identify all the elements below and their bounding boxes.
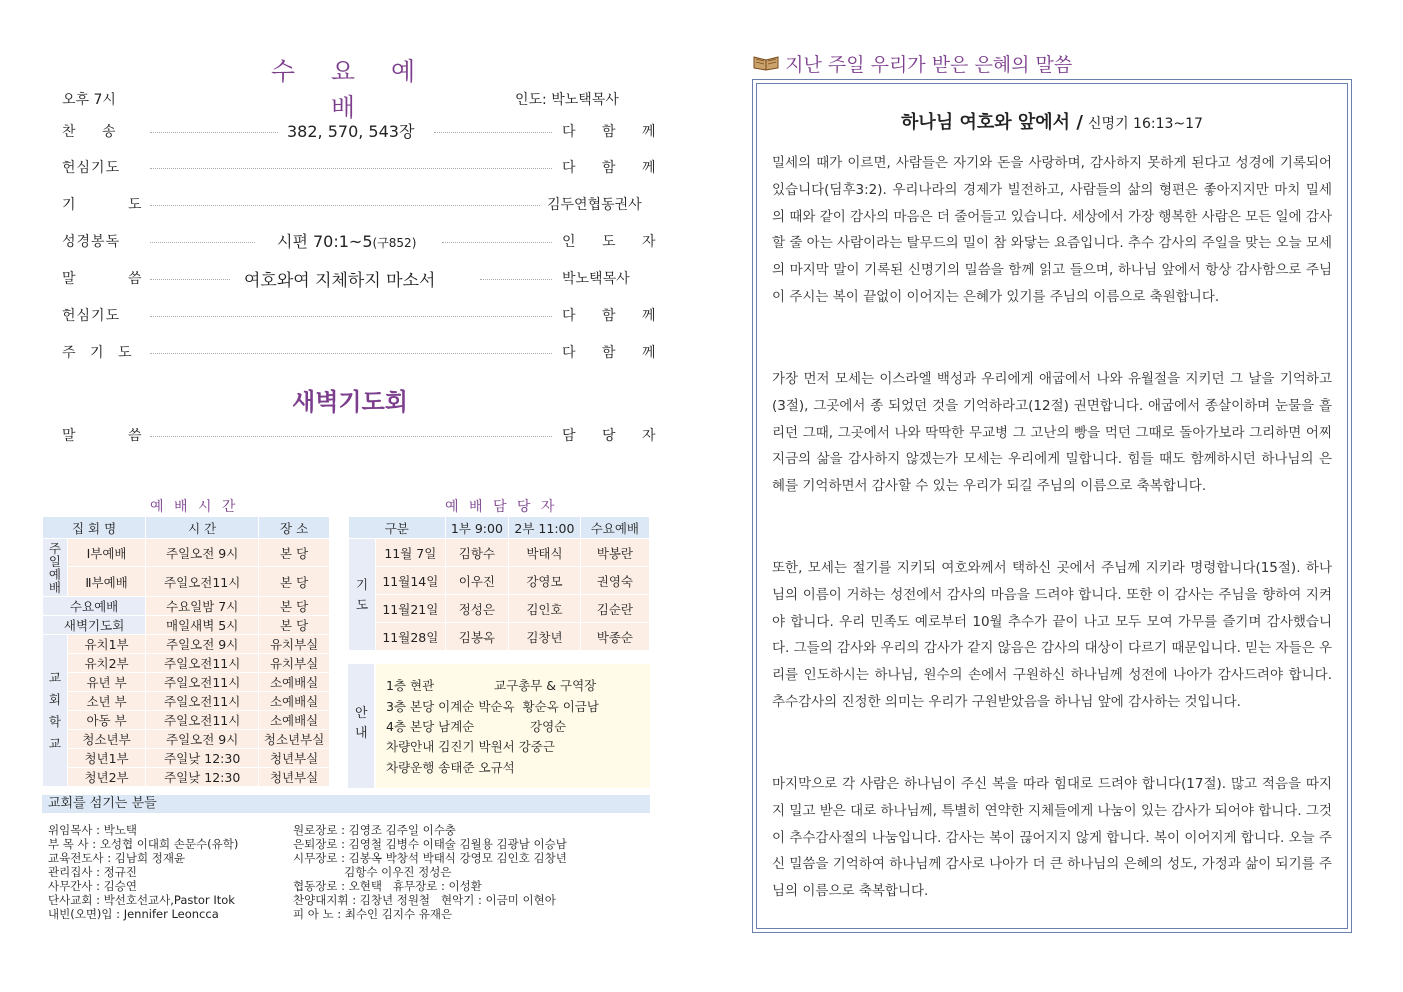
duty-header: 2부 11:00	[509, 517, 581, 539]
service-time: 주일오전11시	[146, 654, 259, 673]
service-place: 유치부실	[259, 635, 330, 654]
guide-value: 교구총무 & 구역장	[494, 678, 597, 693]
service-name: 수요예배	[43, 597, 146, 616]
order-person: 김두연협동권사	[547, 197, 642, 213]
schedule-header: 집 회 명	[43, 517, 146, 539]
duty-date: 11월28일	[376, 623, 446, 651]
sermon-scripture: 신명기 16:13~17	[1088, 116, 1203, 132]
duty-table	[348, 516, 650, 651]
sermon-title: 여호와여 지체하지 마소서	[244, 271, 436, 291]
dotted-leader	[150, 353, 552, 354]
service-name: 새벽기도회	[43, 616, 146, 635]
dotted-leader	[150, 168, 552, 169]
wednesday-service-title: 수 요 예 배	[270, 57, 430, 122]
scripture-reference: 시편 70:1~5	[277, 232, 373, 251]
sermon-paragraph: 마지막으로 각 사람은 하나님이 주신 복을 따라 힘대로 드려야 합니다(17절). 많고 적음을 따지지 밀고 받은 대로 하나님께, 특별히 연약한 지체들에게 나눔이 있는 감사가 되어야 합니다. 그것이 추수감사절의 나눔입니다. 감사는 복이 끊어지지 않게 합니다. 복이 이어지게 합니다. 오늘 주신 밀씀을 기억하여 하나님께 감사로 나아가 더 큰 하나님의 은혜의 성도, 가정과 삶이 되기를 주님의 이름으로 축복합니다.	[772, 776, 1332, 900]
duty-header: 1부 9:00	[445, 517, 509, 539]
order-label: 말 씀	[62, 428, 166, 444]
sermon-paragraph: 가장 먼저 모세는 이스라엘 백성과 우리에게 애굽에서 나와 유월절을 지키던 그 날을 기억하고(3절), 그곳에서 종 되었던 것을 기억하라고(12절) 권면합니다. 애굽에서 종살이하며 눈물을 흘리던 그때, 그곳에서 나와 딱딱한 무교병 그 고난의 빵을 먹던 그때로 돌아가보라 그리하면 어찌 지금의 삶을 감사하지 않겠는가 모세는 우리에게 밀합니다. 힘들 때도 함께하시던 하나님의 은혜를 기억하면서 감사할 수 있는 우리가 되길 주님의 이름으로 축복합니다.	[772, 371, 1332, 495]
service-time: 수요일밤 7시	[146, 597, 259, 616]
service-name: 아동 부	[67, 711, 145, 730]
open-book-icon	[752, 53, 780, 75]
service-place: 소예배실	[259, 711, 330, 730]
guide-value: 남계순 강영순	[438, 719, 567, 734]
service-name: 청년2부	[67, 768, 145, 787]
order-row	[62, 268, 652, 290]
service-name: Ⅱ부예배	[67, 567, 145, 597]
order-row	[62, 157, 667, 179]
service-place: 소예배실	[259, 673, 330, 692]
duty-date: 11월14일	[376, 567, 446, 595]
sermon-paragraph: 또한, 모세는 절기를 지키되 여호와께서 택하신 곳에서 주님께 지키라 명령합니다(15절). 하나님의 이름이 거하는 성전에서 감사의 마음을 드려야 합니다. 또한 이 감사는 주님을 향하여 지켜야 합니다. 우리 민족도 예로부터 10월 추수가 끝이 나고 모두 모여 가무를 즐기며 감사했습니다. 그들의 감사와 우리의 감사가 같지 않음은 감사의 대상이 다르기 때문입니다. 믿는 자들은 우리를 인도하시는 하나님, 원수의 손에서 구원하신 하나님께 성전에 나아가 감사드려야 합니다. 추수감사의 진정한 의미는 우리가 구원받았음을 하나님 앞에 감사하는 것입니다.	[772, 560, 1332, 710]
prayer-label: 기도	[349, 539, 376, 651]
duty-person: 김인호	[509, 595, 581, 623]
order-row	[62, 342, 667, 364]
service-time: 주일오전11시	[146, 567, 259, 597]
service-time: 주일오전 9시	[146, 730, 259, 749]
duty-person: 박태식	[509, 539, 581, 567]
service-name: 유년 부	[67, 673, 145, 692]
dawn-order-row	[62, 425, 667, 447]
service-name: 청소년부	[67, 730, 145, 749]
school-group-label: 교회학교	[43, 635, 68, 787]
sermon-paragraph: 밀세의 때가 이르면, 사람들은 자기와 돈을 사랑하며, 감사하지 못하게 된다고 성경에 기록되어 있습니다(딤후3:2). 우리나라의 경제가 빌전하고, 사람들의 삶의 형편은 좋아지지만 마치 밀세의 때와 같이 감사의 마음은 더 줄어들고 있습니다. 세상에서 가장 행복한 사람은 모든 일에 감사할 줄 아는 사람이라는 탈무드의 밀이 참 와닿는 요즘입니다. 추수 감사의 주일을 맞는 오늘 모세의 마지막 말이 기록된 신명기의 밀씀을 함께 읽고 들으며, 하나님 앞에서 항상 감사함으로 주님이 주시는 복이 끝없이 이어지는 은혜가 있기를 주님의 이름으로 축원합니다.	[772, 155, 1332, 305]
staff-list-left	[48, 823, 286, 921]
staff-line: 찬양대지휘 : 김창년 정원철 현악기 : 이금미 이현아	[293, 893, 556, 907]
duty-person: 김항수	[445, 539, 509, 567]
sunday-group-label: 주일예배	[43, 539, 68, 597]
guide-key: 4층 본당	[386, 719, 435, 734]
dotted-leader	[434, 132, 552, 133]
staff-line: 교육전도사 : 김남희 정재윤	[48, 851, 186, 865]
duty-person: 정성은	[445, 595, 509, 623]
staff-section-title: 교회를 섬기는 분들	[42, 795, 650, 813]
duty-person: 김봉옥	[445, 623, 509, 651]
order-label: 성경봉독	[62, 234, 121, 250]
schedule-table	[42, 516, 330, 787]
service-place: 소예배실	[259, 692, 330, 711]
service-name: 소년 부	[67, 692, 145, 711]
order-label: 헌심기도	[62, 160, 121, 176]
order-label: 헌심기도	[62, 308, 121, 324]
service-name: 유치2부	[67, 654, 145, 673]
order-label: 기 도	[62, 197, 166, 213]
staff-list-right	[293, 823, 653, 921]
service-name: 청년1부	[67, 749, 145, 768]
sermon-heading	[752, 108, 1352, 134]
order-row	[62, 194, 652, 216]
service-place: 본 당	[259, 616, 330, 635]
order-person: 담 당 자	[562, 428, 667, 444]
service-place: 유치부실	[259, 654, 330, 673]
dotted-leader	[150, 242, 255, 243]
staff-line: 내빈(오면)입 : Jennifer Leoncca	[48, 907, 219, 921]
duty-date: 11월21일	[376, 595, 446, 623]
duty-person: 박봉란	[580, 539, 649, 567]
guide-key: 3층 본당	[386, 699, 435, 714]
dotted-leader	[150, 279, 230, 280]
service-name: Ⅰ부예배	[67, 539, 145, 567]
staff-line: 협동장로 : 오현택 휴무장로 : 이성환	[293, 879, 482, 893]
service-time: 주일오전 9시	[146, 539, 259, 567]
guide-row	[386, 697, 599, 715]
order-person: 다 함 께	[562, 160, 667, 176]
sermon-main-title: 하나님 여호와 앞에서 /	[901, 112, 1083, 133]
guide-row	[386, 676, 597, 694]
order-row	[62, 305, 667, 327]
sermon-section-header	[752, 50, 1072, 77]
service-time: 주일오전 9시	[146, 635, 259, 654]
dotted-leader	[150, 205, 540, 206]
duty-header: 구분	[349, 517, 446, 539]
dotted-leader	[150, 436, 552, 437]
staff-line: 관리집사 : 정규진	[48, 865, 137, 879]
staff-line: 사무간사 : 김승연	[48, 879, 137, 893]
guide-row	[386, 717, 566, 735]
order-person: 다 함 께	[562, 124, 667, 140]
order-person: 인 도 자	[562, 234, 667, 250]
duty-header: 수요예배	[580, 517, 649, 539]
guide-row	[386, 758, 515, 776]
order-row	[62, 121, 667, 143]
service-place: 청년부실	[259, 768, 330, 787]
service-name: 유치1부	[67, 635, 145, 654]
scripture-hymnal-page: (구852)	[372, 236, 417, 250]
duty-date: 11월 7일	[376, 539, 446, 567]
duty-person: 권영숙	[580, 567, 649, 595]
schedule-title: 예 배 시 간	[150, 499, 239, 515]
order-label: 말 씀	[62, 271, 166, 287]
staff-line: 피 아 노 : 최수인 김지수 유재은	[293, 907, 453, 921]
order-person: 박노택목사	[562, 271, 630, 287]
order-person: 다 함 께	[562, 345, 667, 361]
guide-key: 1층 현관	[386, 678, 435, 693]
guide-value: 김진기 박원서 강중근	[438, 739, 555, 754]
staff-line: 단사교회 : 박선호선교사,Pastor Itok	[48, 893, 235, 907]
guide-info-panel	[376, 664, 650, 788]
staff-line: 시무장로 : 김봉옥 박창석 박태식 강영모 김인호 김창년	[293, 851, 567, 865]
duty-person: 강영모	[509, 567, 581, 595]
order-content: 382, 570, 543장	[287, 122, 415, 141]
service-place: 청소년부실	[259, 730, 330, 749]
dotted-leader	[442, 242, 552, 243]
service-time: 주일낮 12:30	[146, 768, 259, 787]
staff-line: 원로장로 : 김영조 김주일 이수충	[293, 823, 456, 837]
guide-key: 차량운행	[386, 760, 435, 775]
duty-person: 박종순	[580, 623, 649, 651]
order-row	[62, 231, 667, 253]
guide-value: 송태준 오규석	[438, 760, 515, 775]
schedule-header: 시 간	[146, 517, 259, 539]
order-person: 다 함 께	[562, 308, 667, 324]
sermon-section-title: 지난 주일 우리가 받은 은혜의 말씀	[785, 54, 1073, 76]
service-place: 청년부실	[259, 749, 330, 768]
service-place: 본 당	[259, 539, 330, 567]
guide-label: 안내	[355, 706, 368, 741]
service-time: 오후 7시	[62, 92, 116, 108]
guide-row	[386, 737, 555, 755]
service-time: 주일낮 12:30	[146, 749, 259, 768]
dotted-leader	[150, 132, 278, 133]
dotted-leader	[480, 279, 552, 280]
service-time: 주일오전11시	[146, 692, 259, 711]
staff-line: 부 목 사 : 오성협 이대희 손문수(유학)	[48, 837, 239, 851]
duty-person: 이우진	[445, 567, 509, 595]
service-time: 매일새벽 5시	[146, 616, 259, 635]
schedule-header: 장 소	[259, 517, 330, 539]
guide-value: 이계순 박순옥 황순옥 이금남	[438, 699, 599, 714]
staff-line: 위임목사 : 박노택	[48, 823, 137, 837]
service-place: 본 당	[259, 597, 330, 616]
order-label: 찬 송	[62, 124, 127, 140]
dotted-leader	[150, 316, 552, 317]
duty-title: 예 배 담 당 자	[445, 499, 558, 515]
service-time: 주일오전11시	[146, 711, 259, 730]
guide-label-cell	[348, 664, 374, 788]
guide-key: 차량안내	[386, 739, 435, 754]
staff-line: 김항수 이우진 정성은	[293, 865, 452, 879]
duty-person: 김창년	[509, 623, 581, 651]
staff-line: 은퇴장로 : 김영철 김병수 이태술 김월용 김광남 이승남	[293, 837, 567, 851]
order-label: 주 기 도	[62, 345, 137, 361]
service-time: 주일오전11시	[146, 673, 259, 692]
dawn-prayer-title: 새벽기도회	[292, 387, 408, 416]
duty-person: 김순란	[580, 595, 649, 623]
service-place: 본 당	[259, 567, 330, 597]
service-leader: 인도: 박노택목사	[515, 92, 619, 108]
